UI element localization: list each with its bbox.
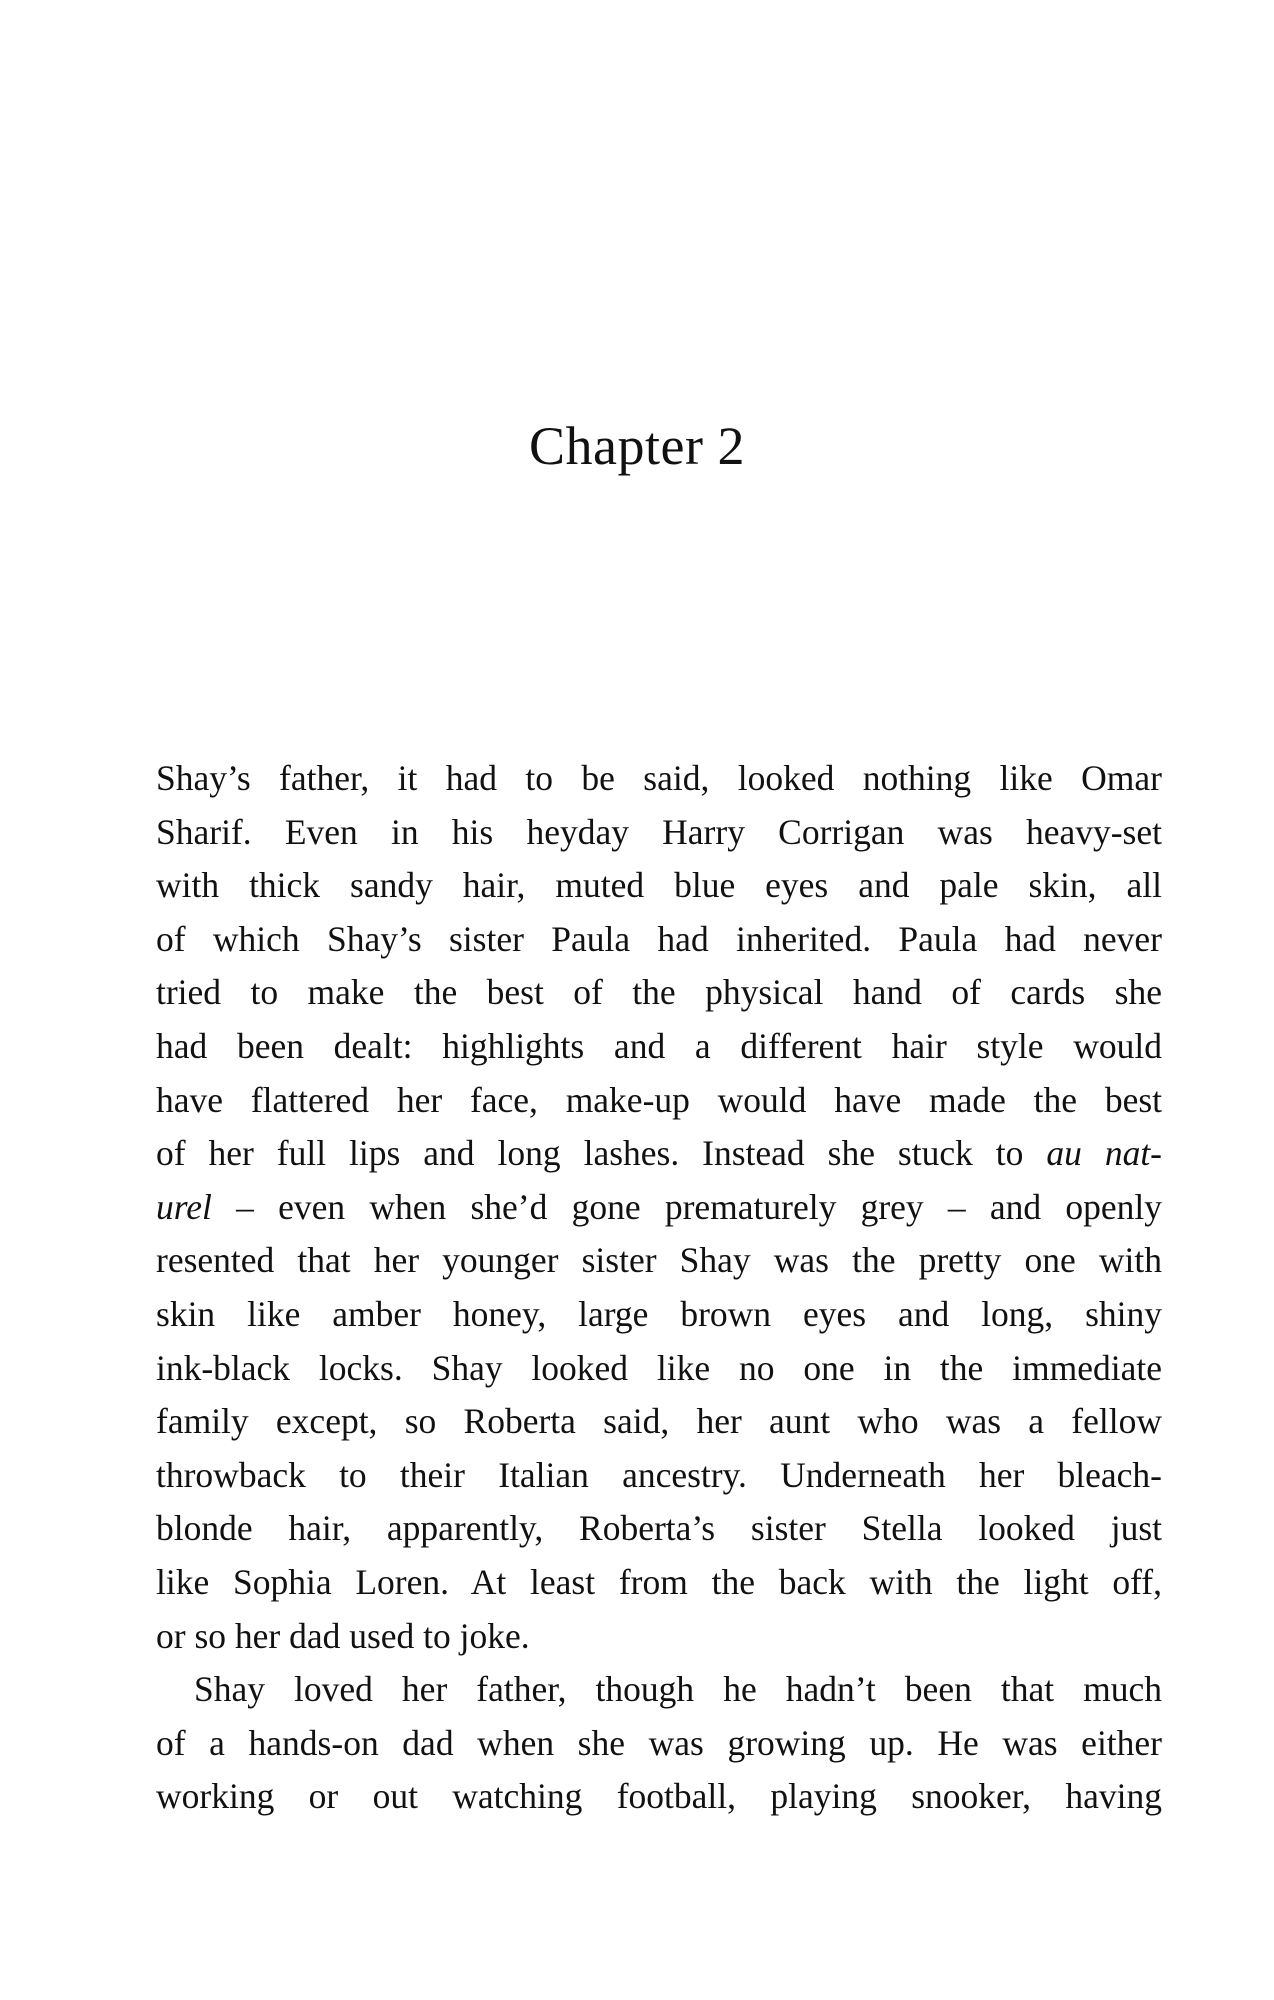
text-line: like Sophia Loren. At least from the back with the light off, — [156, 1561, 1162, 1602]
italic-text: urel — [156, 1186, 212, 1227]
text-line: throwback to their Italian ancestry. Underneath her bleach- — [156, 1454, 1162, 1495]
text-line — [156, 1181, 1162, 1235]
paragraph-1 — [156, 752, 1162, 1663]
text-line: Sharif. Even in his heyday Harry Corrigan was heavy-set — [156, 811, 1162, 852]
text-line: family except, so Roberta said, her aunt who was a fellow — [156, 1401, 1162, 1442]
text-line: or so her dad used to joke. — [156, 1615, 530, 1656]
chapter-title: Chapter 2 — [529, 416, 745, 476]
text-line: resented that her younger sister Shay was the pretty one with — [156, 1240, 1162, 1281]
text-line — [156, 1127, 1162, 1181]
text-line: of which Shay’s sister Paula had inherited. Paula had never — [156, 918, 1162, 959]
text-line: blonde hair, apparently, Roberta’s sister Stella looked just — [156, 1508, 1162, 1549]
text-line: had been dealt: highlights and a different hair style would — [156, 1025, 1162, 1066]
text-segment: – even when she’d gone prematurely grey – and openly — [211, 1186, 1162, 1227]
italic-text: au nat- — [1046, 1133, 1162, 1174]
text-line: have flattered her face, make-up would have made the best — [156, 1079, 1162, 1120]
paragraph-2 — [156, 1663, 1162, 1824]
text-line: with thick sandy hair, muted blue eyes and pale skin, all — [156, 865, 1162, 906]
text-line: of a hands-on dad when she was growing up. He was either — [156, 1722, 1162, 1763]
text-segment: of her full lips and long lashes. Instead she stuck to — [156, 1133, 1047, 1174]
text-line: tried to make the best of the physical hand of cards she — [156, 972, 1162, 1013]
body-text — [156, 752, 1162, 1824]
text-line: working or out watching football, playing snooker, having — [156, 1776, 1162, 1817]
text-line: ink-black locks. Shay looked like no one in the immediate — [156, 1347, 1162, 1388]
text-line: Shay’s father, it had to be said, looked nothing like Omar — [156, 758, 1162, 798]
text-line: skin like amber honey, large brown eyes and long, shiny — [156, 1293, 1162, 1334]
text-line: Shay loved her father, though he hadn’t been that much — [194, 1669, 1162, 1710]
